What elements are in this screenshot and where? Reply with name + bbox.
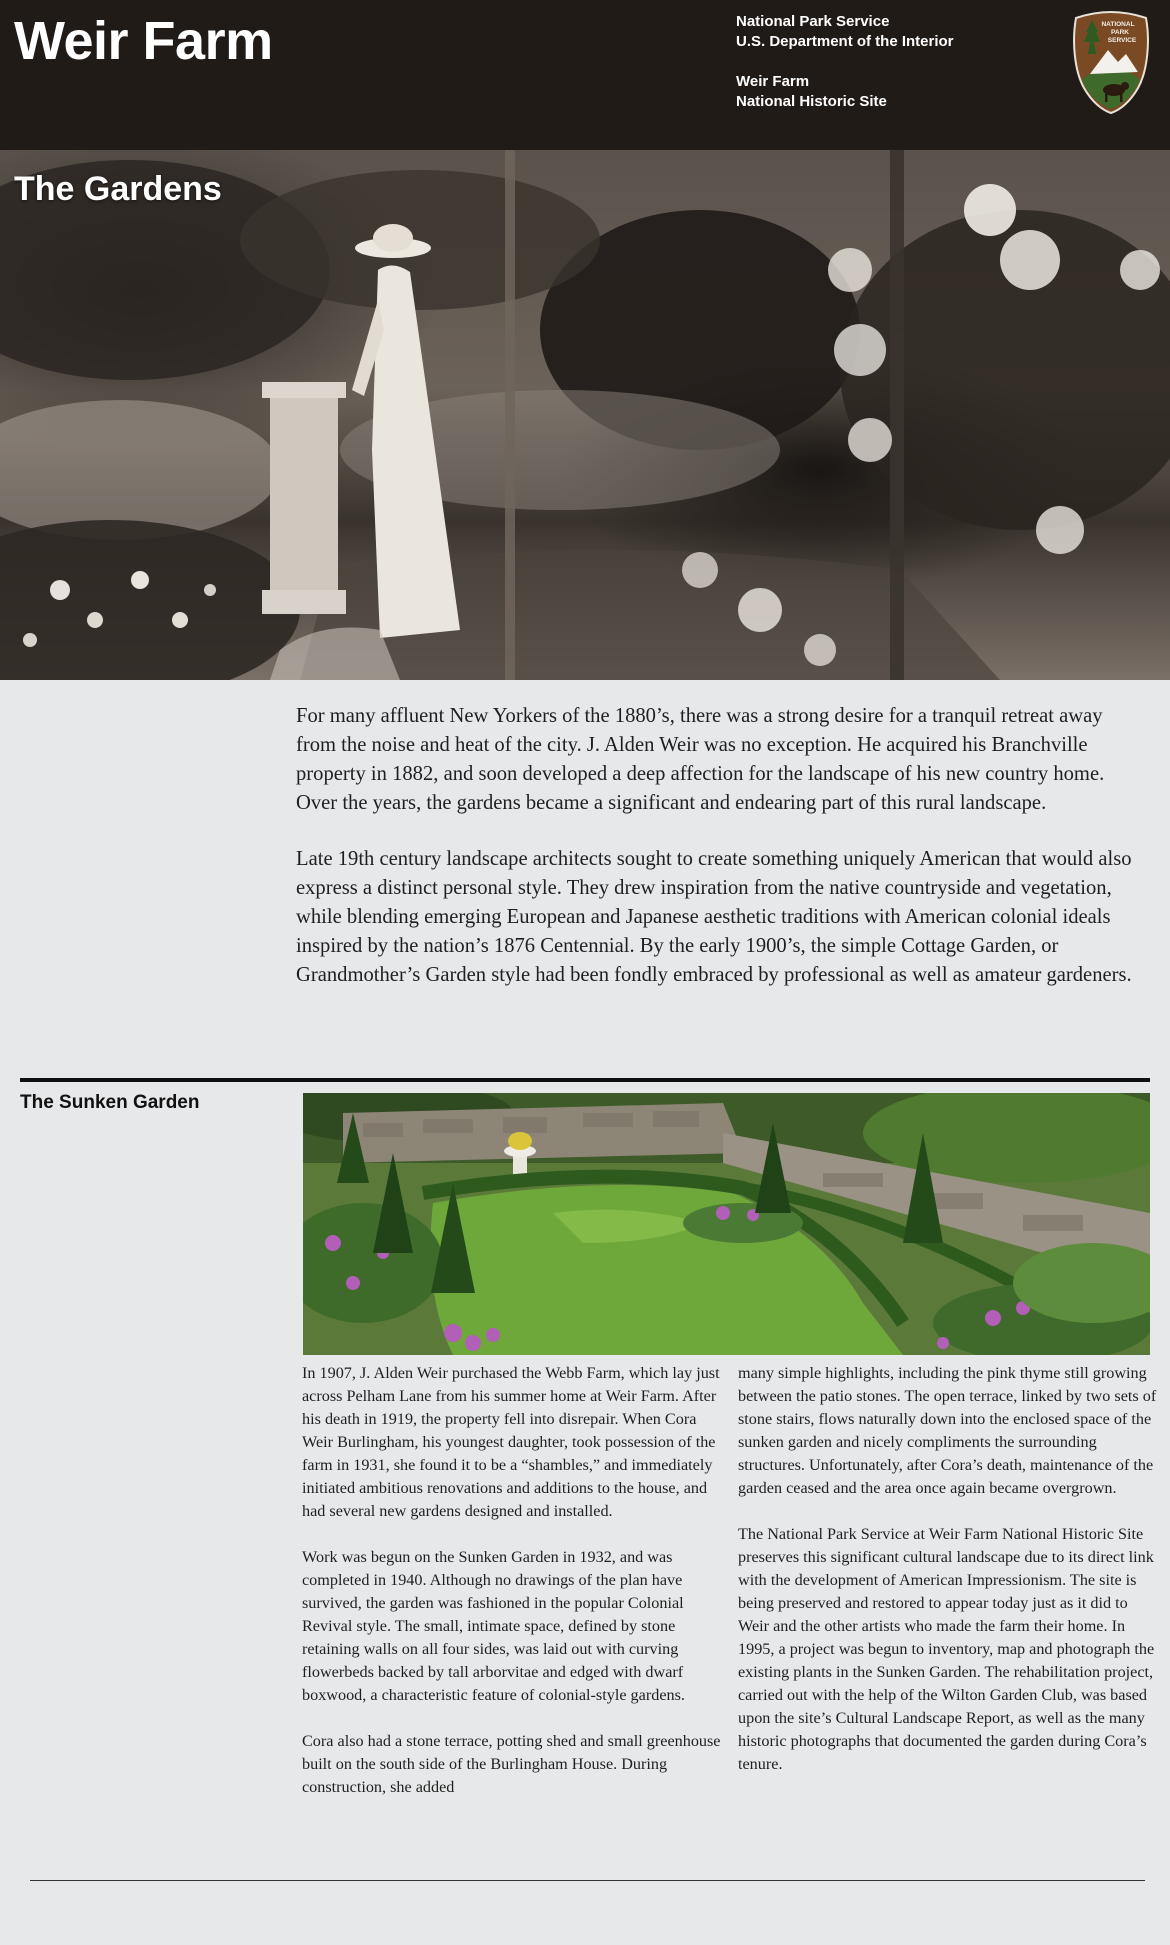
sunken-garden-illustration [303, 1093, 1150, 1355]
nps-arrowhead-icon [1070, 10, 1152, 114]
hero-photo [0, 150, 1170, 680]
intro-paragraph-1: For many affluent New Yorkers of the 1880’s, there was a strong desire for a tranquil retreat away from the noise and heat of the city. J. Alden Weir was no exception. He acquired his Branchville property in 1882, and soon developed a deep affection for the landscape of his new country home. Over the years, the gardens became a significant and endearing part of this rural landscape. [296, 705, 1105, 814]
body-paragraph: In 1907, J. Alden Weir purchased the Webb Farm, which lay just across Pelham Lane from his summer home at Weir Farm. After his death in 1919, the property fell into disrepair. When Cora Weir Burlingham, his youngest daughter, took possession of the farm in 1931, she found it to be a “shambles,” and immediately initiated ambitious renovations and additions to the house, and had several new gardens designed and installed. [302, 1364, 720, 1520]
hero-heading: The Gardens [14, 170, 222, 208]
agency-name: National Park Service [736, 13, 890, 30]
site-name: Weir Farm [736, 73, 810, 90]
body-paragraph: Work was begun on the Sunken Garden in 1932, and was completed in 1940. Although no drawings of the plan have survived, the garden was fashioned in the popular Colonial Revival style. The small, intimate space, defined by stone retaining walls on all four sides, was laid out with curving flowerbeds backed by tall arborvitae and edged with dwarf boxwood, a characteristic feature of colonial-style gardens. [302, 1548, 685, 1704]
agency-block [736, 12, 954, 112]
header-band [0, 0, 1170, 150]
body-paragraph: many simple highlights, including the pink thyme still growing between the patio stones. The open terrace, linked by two sets of stone stairs, flows naturally down into the enclosed space of the sunken garden and nicely compliments the surrounding structures. Unfortunately, after Cora’s death, maintenance of the garden ceased and the area once again became overgrown. [738, 1364, 1157, 1497]
body-column-right [738, 1362, 1158, 1776]
body-paragraph: The National Park Service at Weir Farm National Historic Site preserves this significant cultural landscape due to its direct link with the development of American Impressionism. The site is being preserved and restored to appear today just as it did to Weir and the other artists who made the farm their home. In 1995, a project was begun to inventory, map and photograph the existing plants in the Sunken Garden. The rehabilitation project, carried out with the help of the Wilton Garden Club, was based upon the site’s Cultural Landscape Report, as well as the many historic photographs that documented the garden during Cora’s tenure. [738, 1525, 1155, 1773]
footer-divider [30, 1880, 1145, 1881]
badge-text-1: NATIONAL [1101, 21, 1135, 28]
site-type: National Historic Site [736, 93, 887, 110]
badge-text-3: SERVICE [1107, 37, 1137, 44]
body-paragraph: Cora also had a stone terrace, potting shed and small greenhouse built on the south side of the Burlingham House. During construction, she added [302, 1732, 721, 1796]
sunken-garden-photo [303, 1093, 1150, 1355]
intro-text [296, 702, 1146, 990]
department-name: U.S. Department of the Interior [736, 33, 954, 50]
section-heading: The Sunken Garden [20, 1092, 200, 1113]
section-divider [20, 1078, 1150, 1082]
badge-text-2: PARK [1111, 29, 1129, 36]
page-title: Weir Farm [14, 11, 273, 71]
intro-paragraph-2: Late 19th century landscape architects sought to create something uniquely American that would also express a distinct personal style. They drew inspiration from the native countryside and vegetation, while blending emerging European and Japanese aesthetic traditions with American colonial ideals inspired by the nation’s 1876 Centennial. By the early 1900’s, the simple Cottage Garden, or Grandmother’s Garden style had been fondly embraced by professional as well as amateur gardeners. [296, 848, 1132, 986]
body-column-left [302, 1362, 722, 1799]
garden-photo-illustration [0, 150, 1170, 680]
